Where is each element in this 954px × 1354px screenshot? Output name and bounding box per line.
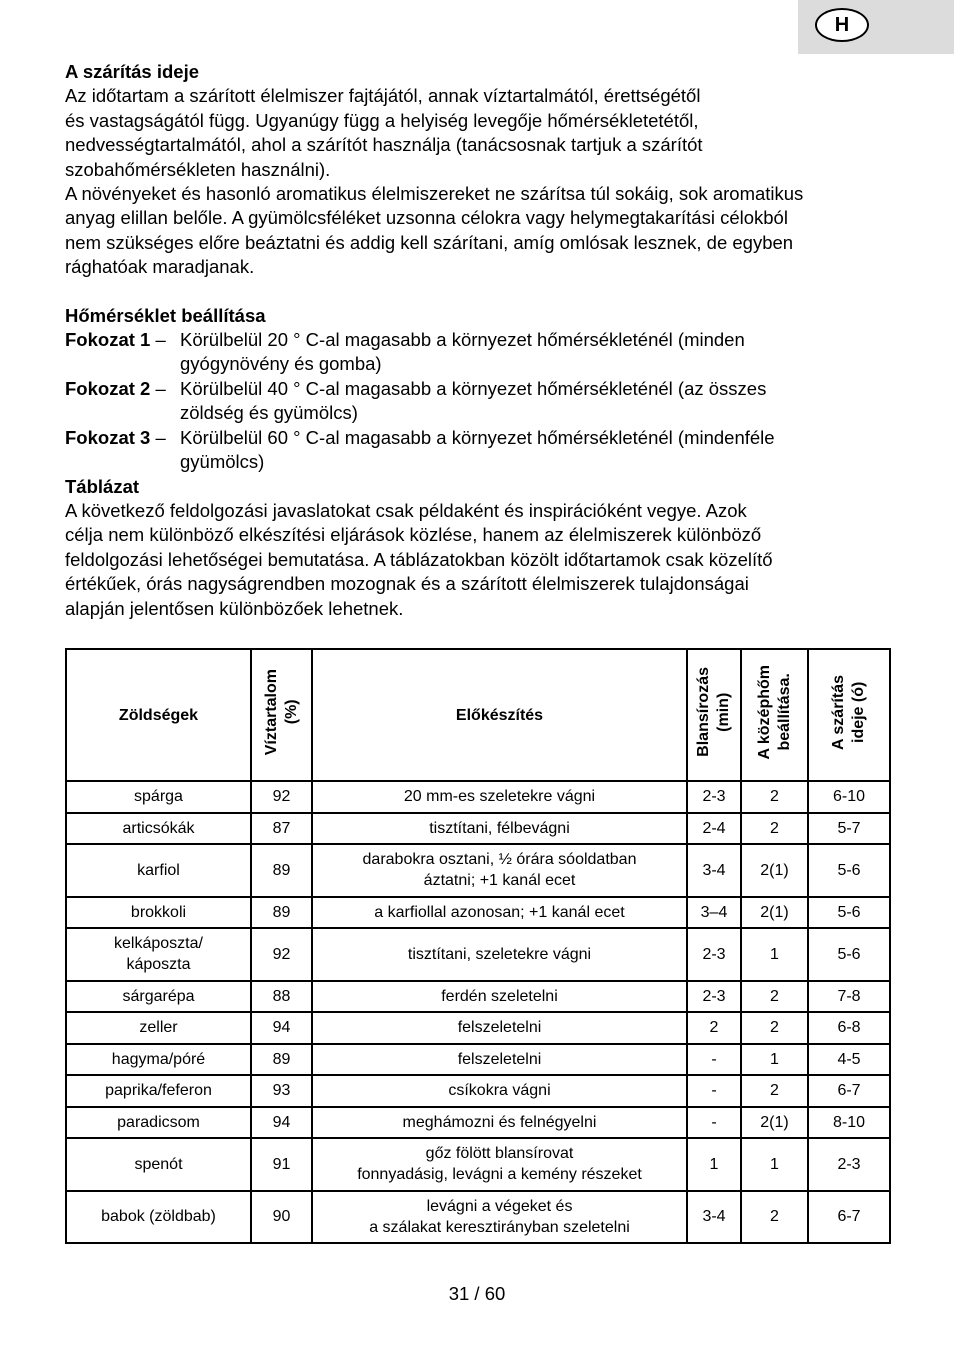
- cell-temperature-setting: 2: [741, 1012, 808, 1044]
- level-label: Fokozat 3 –: [65, 426, 166, 448]
- cell-water-content: 93: [251, 1075, 312, 1107]
- cell-blanching: -: [687, 1107, 741, 1139]
- cell-temperature-setting: 2: [741, 981, 808, 1013]
- cell-drying-time: 5-6: [808, 897, 890, 929]
- table-row: [66, 981, 890, 1013]
- cell-water-content: 91: [251, 1138, 312, 1191]
- header-temperature-setting: A középhőm beállítása.: [741, 649, 808, 781]
- header-blanching: Blansírozás (min): [687, 649, 741, 781]
- cell-blanching: 1: [687, 1138, 741, 1191]
- cell-vegetable: paradicsom: [66, 1107, 251, 1139]
- cell-temperature-setting: 2(1): [741, 844, 808, 897]
- cell-preparation: felszeletelni: [312, 1044, 687, 1076]
- cell-drying-time: 6-8: [808, 1012, 890, 1044]
- text-line: feldolgozási lehetőségei bemutatása. A táblázatokban közölt időtartamok csak közelítő: [65, 548, 773, 570]
- text-line: nedvességtartalmától, ahol a szárítót használja (tanácsosnak tartjuk a szárítót: [65, 134, 703, 156]
- text-line: értékűek, órás nagyságrendben mozognak és a szárított élelmiszerek tulajdonságai: [65, 573, 749, 595]
- cell-preparation: a karfiollal azonosan; +1 kanál ecet: [312, 897, 687, 929]
- text-line: A növényeket és hasonló aromatikus élelmiszereket ne szárítsa túl sokáig, sok aromatikus: [65, 183, 804, 205]
- cell-water-content: 94: [251, 1012, 312, 1044]
- cell-preparation: levágni a végeket és a szálakat keresztirányban szeletelni: [312, 1191, 687, 1244]
- language-badge: H: [815, 8, 869, 42]
- cell-blanching: 2-4: [687, 813, 741, 845]
- table-row: [66, 1138, 890, 1191]
- temperature-level-1: [65, 328, 895, 377]
- cell-vegetable: brokkoli: [66, 897, 251, 929]
- cell-drying-time: 7-8: [808, 981, 890, 1013]
- header-preparation: Előkészítés: [312, 649, 687, 781]
- cell-blanching: 3-4: [687, 1191, 741, 1244]
- text-line: Az időtartam a szárított élelmiszer fajtájától, annak víztartalmától, érettségétől: [65, 85, 701, 107]
- text-line: célja nem különböző elkészítési eljárások közlése, hanem az élelmiszerek különböző: [65, 524, 762, 546]
- table-row: [66, 1044, 890, 1076]
- cell-temperature-setting: 2(1): [741, 1107, 808, 1139]
- cell-vegetable: paprika/feferon: [66, 1075, 251, 1107]
- text-line: szobahőmérsékleten használni).: [65, 158, 331, 180]
- cell-water-content: 92: [251, 928, 312, 981]
- header-water-content: Víztartalom (%): [251, 649, 312, 781]
- cell-preparation: tisztítani, félbevágni: [312, 813, 687, 845]
- cell-water-content: 92: [251, 781, 312, 813]
- table-row: [66, 1191, 890, 1244]
- cell-preparation: 20 mm-es szeletekre vágni: [312, 781, 687, 813]
- table-row: [66, 897, 890, 929]
- cell-vegetable: zeller: [66, 1012, 251, 1044]
- table-row: [66, 1075, 890, 1107]
- cell-vegetable: babok (zöldbab): [66, 1191, 251, 1244]
- cell-drying-time: 5-6: [808, 928, 890, 981]
- cell-blanching: 3–4: [687, 897, 741, 929]
- cell-temperature-setting: 1: [741, 928, 808, 981]
- table-header-row: [66, 649, 890, 781]
- cell-vegetable: karfiol: [66, 844, 251, 897]
- header-vegetables: Zöldségek: [66, 649, 251, 781]
- cell-preparation: tisztítani, szeletekre vágni: [312, 928, 687, 981]
- cell-vegetable: spárga: [66, 781, 251, 813]
- cell-temperature-setting: 1: [741, 1138, 808, 1191]
- cell-blanching: 3-4: [687, 844, 741, 897]
- cell-preparation: gőz fölött blansírovat fonnyadásig, levágni a kemény részeket: [312, 1138, 687, 1191]
- page-number: 31 / 60: [448, 1283, 506, 1304]
- cell-drying-time: 5-7: [808, 813, 890, 845]
- cell-blanching: -: [687, 1044, 741, 1076]
- header-drying-time: A szárítás ideje (ó): [808, 649, 890, 781]
- text-line: rághatóak maradjanak.: [65, 256, 255, 278]
- cell-preparation: csíkokra vágni: [312, 1075, 687, 1107]
- table-row: [66, 1107, 890, 1139]
- level-text-line: zöldség és gyümölcs): [180, 402, 358, 424]
- drying-time-paragraph-1: [65, 84, 895, 182]
- cell-drying-time: 6-10: [808, 781, 890, 813]
- level-label: Fokozat 2 –: [65, 377, 166, 399]
- drying-time-paragraph-2: [65, 182, 895, 280]
- cell-temperature-setting: 2: [741, 781, 808, 813]
- cell-water-content: 90: [251, 1191, 312, 1244]
- table-row: [66, 844, 890, 897]
- cell-water-content: 87: [251, 813, 312, 845]
- text-line: alapján jelentősen különbözőek lehetnek.: [65, 597, 404, 619]
- cell-drying-time: 4-5: [808, 1044, 890, 1076]
- table-row: [66, 928, 890, 981]
- cell-temperature-setting: 1: [741, 1044, 808, 1076]
- spacer: [65, 280, 895, 304]
- level-text-line: Körülbelül 40 ° C-al magasabb a környezet hőmérsékleténél (az összes: [180, 377, 767, 399]
- cell-vegetable: spenót: [66, 1138, 251, 1191]
- section-title-temperature: Hőmérséklet beállítása: [65, 304, 266, 326]
- vegetables-table: [65, 648, 891, 1244]
- document-body: [65, 60, 895, 621]
- table-row: [66, 1012, 890, 1044]
- level-text-line: Körülbelül 20 ° C-al magasabb a környezet hőmérsékleténél (minden: [180, 329, 745, 351]
- cell-blanching: 2-3: [687, 928, 741, 981]
- cell-drying-time: 8-10: [808, 1107, 890, 1139]
- cell-blanching: 2-3: [687, 981, 741, 1013]
- temperature-levels: [65, 328, 895, 474]
- cell-temperature-setting: 2(1): [741, 897, 808, 929]
- cell-drying-time: 5-6: [808, 844, 890, 897]
- cell-blanching: 2-3: [687, 781, 741, 813]
- cell-water-content: 89: [251, 844, 312, 897]
- text-line: anyag elillan belőle. A gyümölcsféléket uzsonna célokra vagy helymegtakarítási célokból: [65, 207, 788, 229]
- cell-preparation: felszeletelni: [312, 1012, 687, 1044]
- language-tab: [798, 0, 954, 54]
- cell-blanching: -: [687, 1075, 741, 1107]
- cell-blanching: 2: [687, 1012, 741, 1044]
- level-text-line: gyógynövény és gomba): [180, 353, 382, 375]
- level-label: Fokozat 1 –: [65, 329, 166, 351]
- cell-water-content: 94: [251, 1107, 312, 1139]
- temperature-level-2: [65, 377, 895, 426]
- cell-water-content: 89: [251, 1044, 312, 1076]
- cell-vegetable: kelkáposzta/ káposzta: [66, 928, 251, 981]
- cell-water-content: 89: [251, 897, 312, 929]
- cell-preparation: meghámozni és felnégyelni: [312, 1107, 687, 1139]
- text-line: nem szükséges előre beáztatni és addig kell szárítani, amíg omlósak lesznek, de egyben: [65, 231, 794, 253]
- cell-drying-time: 2-3: [808, 1138, 890, 1191]
- section-title-table: Táblázat: [65, 475, 140, 497]
- cell-temperature-setting: 2: [741, 1191, 808, 1244]
- level-text-line: Körülbelül 60 ° C-al magasabb a környezet hőmérsékleténél (mindenféle: [180, 426, 775, 448]
- text-line: A következő feldolgozási javaslatokat csak példaként és inspirációként vegye. Azok: [65, 499, 747, 521]
- table-row: [66, 813, 890, 845]
- level-text-line: gyümölcs): [180, 451, 265, 473]
- cell-preparation: darabokra osztani, ½ órára sóoldatban áztatni; +1 kanál ecet: [312, 844, 687, 897]
- cell-water-content: 88: [251, 981, 312, 1013]
- cell-preparation: ferdén szeletelni: [312, 981, 687, 1013]
- section-title-drying-time: A szárítás ideje: [65, 61, 200, 82]
- cell-temperature-setting: 2: [741, 1075, 808, 1107]
- text-line: és vastagságától függ. Ugyanúgy függ a helyiség levegője hőmérsékletetétől,: [65, 109, 699, 131]
- cell-vegetable: articsókák: [66, 813, 251, 845]
- cell-drying-time: 6-7: [808, 1075, 890, 1107]
- table-row: [66, 781, 890, 813]
- temperature-level-3: [65, 426, 895, 475]
- cell-vegetable: hagyma/póré: [66, 1044, 251, 1076]
- cell-vegetable: sárgarépa: [66, 981, 251, 1013]
- cell-temperature-setting: 2: [741, 813, 808, 845]
- cell-drying-time: 6-7: [808, 1191, 890, 1244]
- table-intro-paragraph: [65, 499, 895, 621]
